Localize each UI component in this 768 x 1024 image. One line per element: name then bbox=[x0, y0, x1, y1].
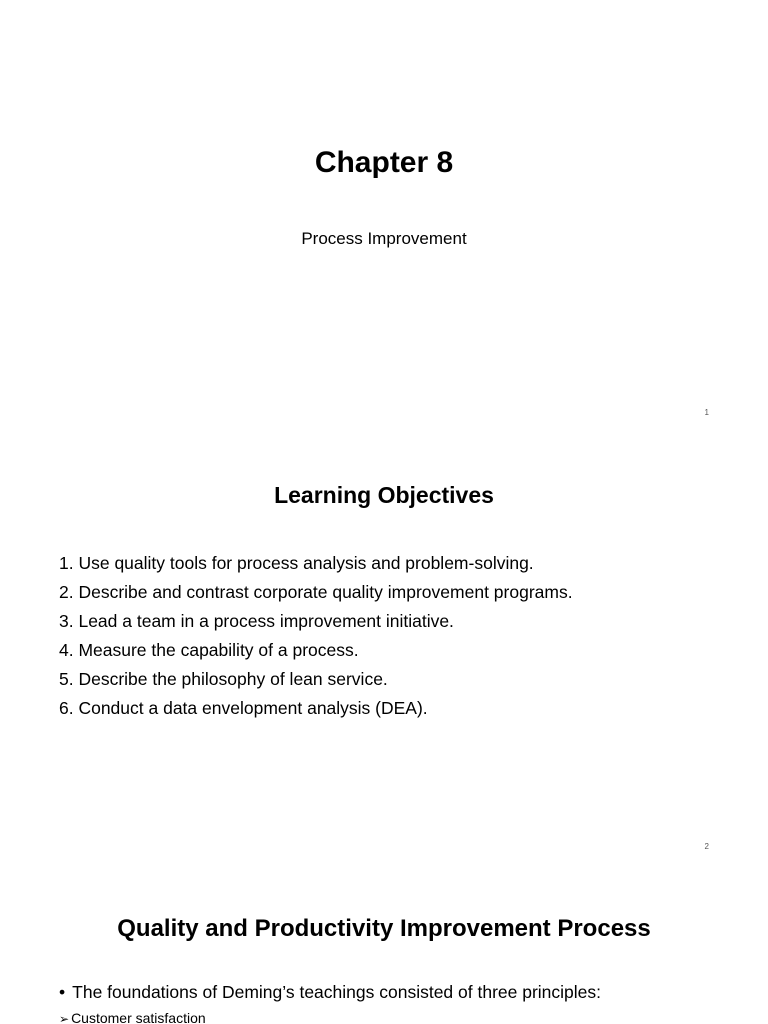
sub-bullet-text: Customer satisfaction bbox=[71, 1010, 206, 1024]
bullet-text: The foundations of Deming’s teachings consisted of three principles: bbox=[72, 982, 602, 1002]
slide-number: 1 bbox=[704, 408, 709, 417]
bullet-point bbox=[59, 982, 601, 1003]
slide-number: 2 bbox=[704, 842, 709, 851]
slide-2 bbox=[0, 434, 768, 868]
list-item: 1. Use quality tools for process analysis and problem-solving. bbox=[59, 553, 534, 573]
bullet-icon: • bbox=[59, 982, 66, 1002]
list-item: 2. Describe and contrast corporate quality improvement programs. bbox=[59, 582, 573, 602]
slide-title: Quality and Productivity Improvement Process bbox=[117, 915, 651, 942]
slide-1 bbox=[0, 0, 768, 434]
slide-title: Learning Objectives bbox=[274, 482, 494, 508]
arrow-bullet-icon: ➢ bbox=[59, 1012, 70, 1024]
list-item: 4. Measure the capability of a process. bbox=[59, 640, 359, 660]
slide-3 bbox=[0, 868, 768, 1024]
chapter-subtitle: Process Improvement bbox=[301, 229, 467, 248]
objectives-list bbox=[59, 549, 573, 723]
list-item: 6. Conduct a data envelopment analysis (DEA). bbox=[59, 698, 428, 718]
list-item: 3. Lead a team in a process improvement initiative. bbox=[59, 611, 454, 631]
list-item: 5. Describe the philosophy of lean service. bbox=[59, 669, 388, 689]
chapter-title: Chapter 8 bbox=[314, 146, 454, 179]
sub-bullet bbox=[59, 1010, 206, 1024]
